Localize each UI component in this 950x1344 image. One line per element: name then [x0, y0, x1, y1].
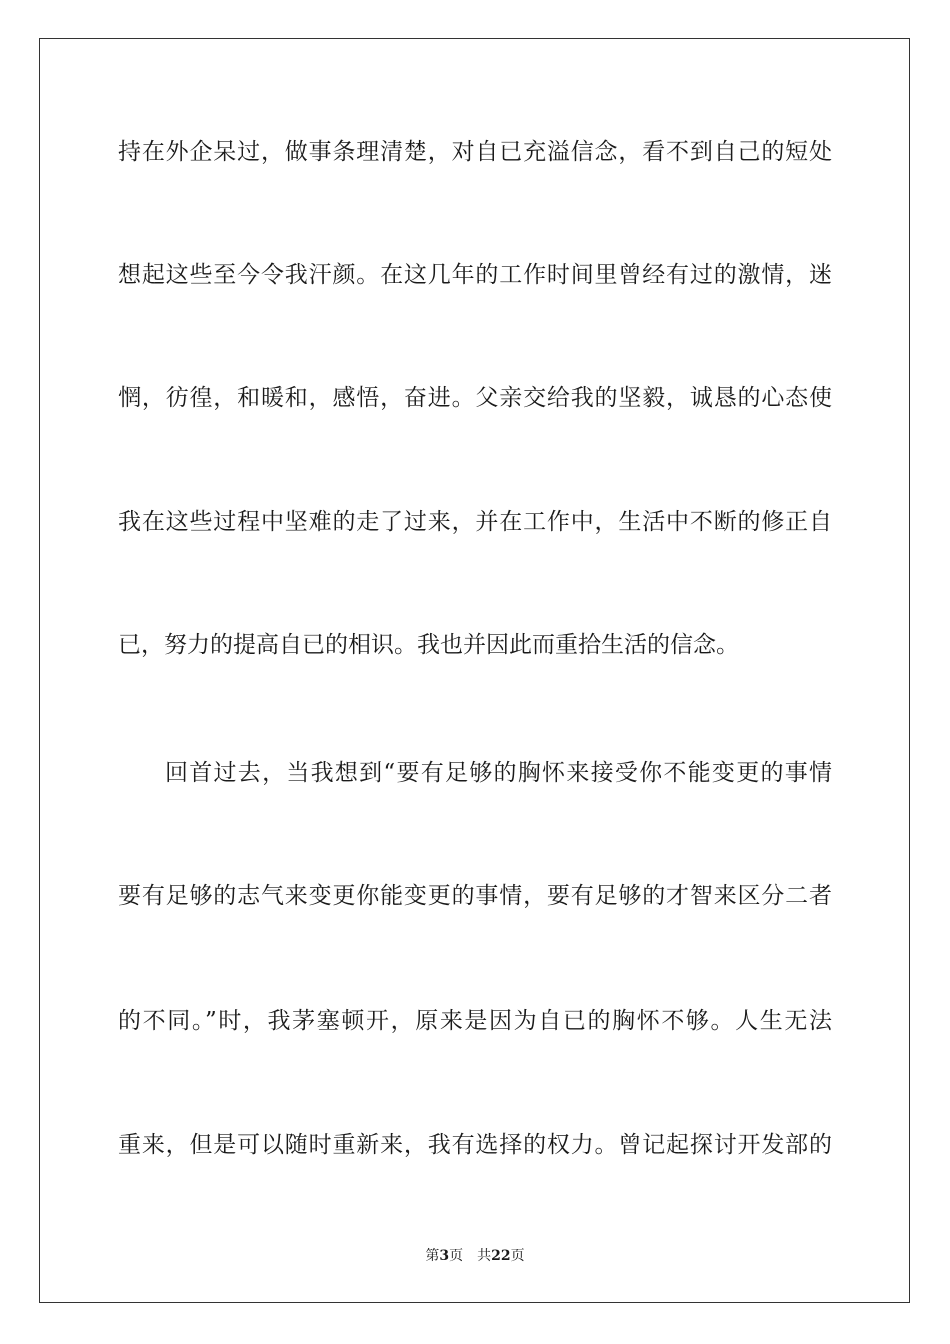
text-line-1: 持在外企呆过，做事条理清楚，对自已充溢信念，看不到自己的短处 [118, 139, 832, 165]
text-line-6: 回首过去，当我想到“要有足够的胸怀来接受你不能变更的事情 [165, 760, 832, 786]
page-prefix: 第 [425, 1248, 440, 1264]
text-line-7: 要有足够的志气来变更你能变更的事情，要有足够的才智来区分二者 [118, 883, 832, 909]
text-line-2: 想起这些至今令我汗颜。在这几年的工作时间里曾经有过的激情，迷 [118, 262, 832, 288]
total-prefix: 共 [477, 1248, 492, 1264]
text-line-4: 我在这些过程中坚难的走了过来，并在工作中，生活中不断的修正自 [118, 509, 832, 535]
total-unit: 页 [510, 1248, 525, 1264]
text-line-5: 已，努力的提高自已的相识。我也并因此而重拾生活的信念。 [118, 632, 739, 658]
page-unit: 页 [449, 1248, 464, 1264]
text-line-9: 重来，但是可以随时重新来，我有选择的权力。曾记起探讨开发部的 [118, 1132, 832, 1158]
page-total: 22 [491, 1248, 511, 1264]
page-footer [0, 1247, 950, 1265]
text-line-3: 惘，彷徨，和暖和，感悟，奋进。父亲交给我的坚毅，诚恳的心态使 [118, 385, 832, 411]
page-current: 3 [439, 1248, 450, 1264]
page-border [39, 38, 910, 1303]
text-line-8: 的不同。”时，我茅塞顿开，原来是因为自已的胸怀不够。人生无法 [118, 1008, 832, 1034]
